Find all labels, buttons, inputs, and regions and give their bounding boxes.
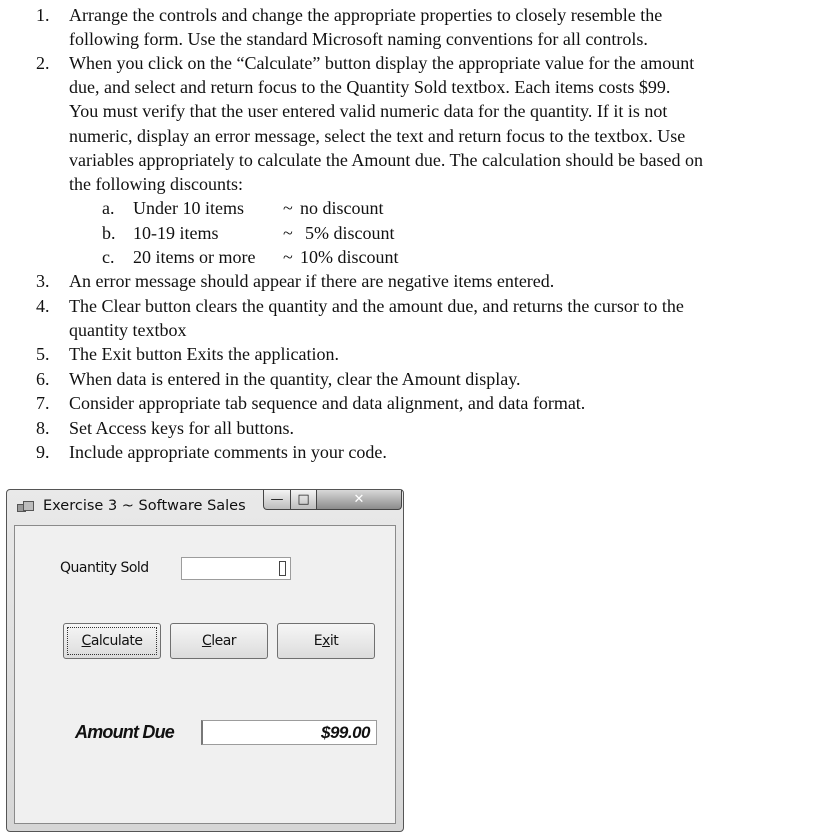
button-label: lear (211, 633, 237, 649)
item-text: variables appropriately to calculate the Amount due. The calculation should be based on (69, 150, 703, 170)
maximize-icon: □ (297, 492, 310, 507)
item-text: You must verify that the user entered valid numeric data for the quantity. If it is not (69, 101, 668, 121)
item-number: 6. (36, 369, 50, 389)
minimize-button[interactable] (263, 490, 291, 510)
item-text: quantity textbox (69, 320, 187, 340)
close-icon: ✕ (353, 492, 365, 507)
access-key: C (81, 633, 91, 649)
item-number: 3. (36, 271, 50, 291)
discount-letter: a. (102, 198, 115, 218)
discount-range: 10-19 items (133, 223, 219, 243)
item-number: 2. (36, 53, 50, 73)
access-key: x (322, 633, 330, 649)
close-button[interactable] (316, 490, 402, 510)
access-key: C (201, 633, 212, 649)
discount-value: 5% discount (305, 223, 395, 243)
item-text: Arrange the controls and change the appropriate properties to closely resemble the (69, 5, 663, 25)
app-icon (17, 501, 33, 513)
item-text: When data is entered in the quantity, clear the Amount display. (69, 369, 521, 389)
discount-separator: ~ (283, 198, 293, 218)
item-text: The Clear button clears the quantity and the amount due, and returns the cursor to the (69, 296, 684, 316)
item-text: due, and select and return focus to the Quantity Sold textbox. Each items costs $99. (69, 77, 671, 97)
item-text: Consider appropriate tab sequence and data alignment, and data format. (69, 393, 586, 413)
discount-separator: ~ (283, 247, 293, 267)
software-sales-window (6, 489, 404, 832)
discount-range: Under 10 items (133, 198, 244, 218)
text-cursor-icon (279, 561, 286, 576)
item-text: An error message should appear if there are negative items entered. (69, 271, 555, 291)
amount-due-display (201, 720, 377, 745)
discount-letter: b. (102, 223, 116, 243)
discount-separator: ~ (283, 223, 293, 243)
item-number: 8. (36, 418, 50, 438)
discount-value: 10% discount (300, 247, 399, 267)
item-text: numeric, display an error message, select the text and return focus to the textbox. Use (69, 126, 686, 146)
minimize-icon: — (270, 492, 284, 507)
item-number: 1. (36, 5, 50, 25)
button-label: it (329, 633, 339, 649)
item-number: 9. (36, 442, 50, 462)
item-text: When you click on the “Calculate” button display the appropriate value for the amount (69, 53, 695, 73)
amount-due-value: $99.00 (321, 723, 370, 742)
item-text: following form. Use the standard Microsoft naming conventions for all controls. (69, 29, 648, 49)
calculate-button[interactable] (63, 623, 161, 659)
window-title: Exercise 3 ~ Software Sales (43, 498, 246, 514)
button-label-prefix: E (313, 633, 323, 649)
discount-range: 20 items or more (133, 247, 256, 267)
item-text: the following discounts: (69, 174, 243, 194)
item-text: Include appropriate comments in your code. (69, 442, 387, 462)
item-number: 4. (36, 296, 50, 316)
title-bar[interactable] (7, 490, 403, 524)
quantity-sold-label: Quantity Sold (60, 560, 149, 576)
amount-due-label: Amount Due (75, 722, 174, 742)
discount-letter: c. (102, 247, 115, 267)
quantity-sold-textbox[interactable] (181, 557, 291, 580)
window-controls (263, 490, 401, 512)
item-text: Set Access keys for all buttons. (69, 418, 294, 438)
form-client-area (14, 525, 396, 824)
item-number: 5. (36, 344, 50, 364)
exit-button[interactable] (277, 623, 375, 659)
item-text: The Exit button Exits the application. (69, 344, 339, 364)
item-number: 7. (36, 393, 50, 413)
button-label: alculate (90, 633, 143, 649)
discount-value: no discount (300, 198, 384, 218)
maximize-button[interactable] (290, 490, 317, 510)
clear-button[interactable] (170, 623, 268, 659)
